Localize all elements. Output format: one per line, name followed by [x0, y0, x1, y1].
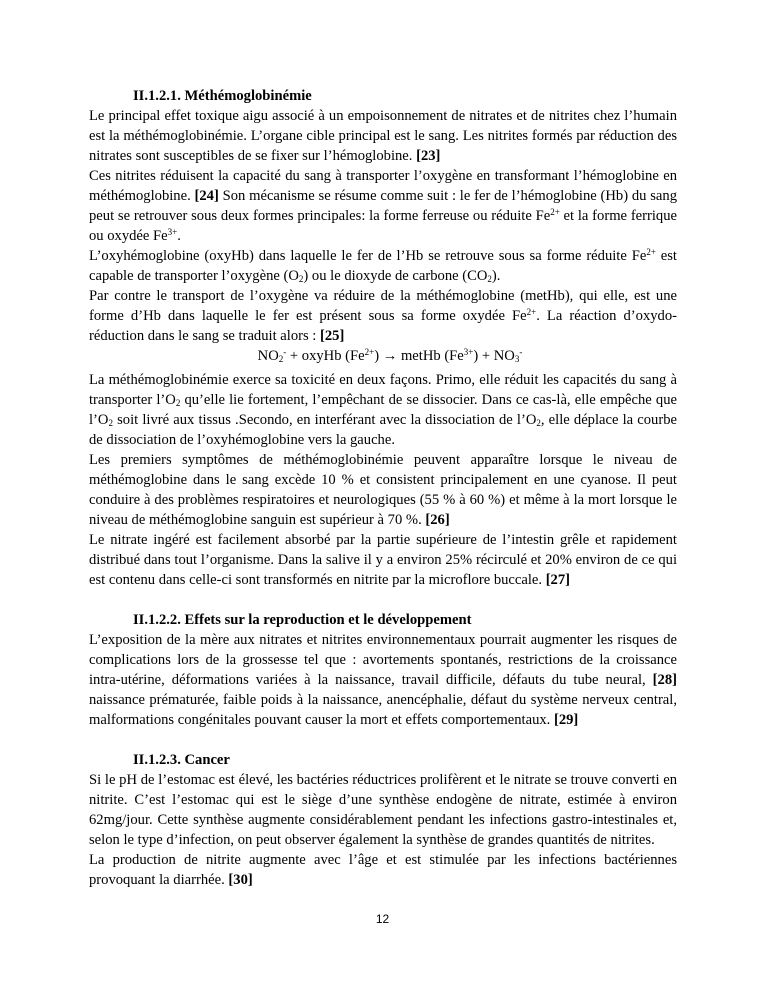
citation: [30]	[228, 872, 253, 888]
spacer	[89, 590, 677, 610]
paragraph: Les premiers symptômes de méthémoglobinémie peuvent apparaître lorsque le niveau de méthémoglobine dans le sang excède 10 % et consistent principalement en une cyanose. Il peut conduire à des problèmes respiratoires et neurologiques (55 % à 60 %) et même à la mort lorsque le niveau de méthémoglobine sanguin est supérieur à 70 %. [26]	[89, 452, 677, 528]
paragraph: La méthémoglobinémie exerce sa toxicité en deux façons. Primo, elle réduit les capacités du sang à transporter $l’O_2$ qu’elle lie fortement, l’empêchant de se dissocier. Dans ce cas-là, elle empêche que $l’O_2$ soit livré aux tissus .Secondo, en interférant avec la dissociation de $l’O_2$, elle déplace la courbe de dissociation de l’oxyhémoglobine vers la gauche.	[89, 372, 677, 448]
paragraph: L’exposition de la mère aux nitrates et nitrites environnementaux pourrait augmenter les risques de complications lors de la grossesse tel que : avortements spontanés, restrictions de la croissance intra-utérine, déformations variées à la naissance, travail difficile, défauts du tube neural, [28] naissance prématurée, faible poids à la naissance, anencéphalie, défaut du système nerveux central, malformations congénitales pouvant causer la mort et effets comportementaux. [29]	[89, 632, 677, 728]
paragraph: Si le pH de l’estomac est élevé, les bactéries réductrices prolifèrent et le nitrate se trouve converti en nitrite. C’est l’estomac qui est le siège d’une synthèse endogène de nitrate, estimée à environ 62mg/jour. Cette synthèse augmente considérablement pendant les infections gastro-intestinales et, selon le type d’infection, on peut observer également la synthèse de grandes quantités de nitrites.	[89, 772, 677, 848]
document-body	[89, 86, 677, 890]
paragraph: Ces nitrites réduisent la capacité du sang à transporter l’oxygène en transformant l’hémoglobine en méthémoglobine. [24] Son mécanisme se résume comme suit : le fer de l’hémoglobine (Hb) du sang peut se retrouver sous deux formes principales: la forme ferreuse ou réduite $Fe^{2+}$ et la forme ferrique ou oxydée $Fe^{3+}$.	[89, 168, 677, 244]
citation: [26]	[425, 512, 450, 528]
paragraph: L’oxyhémoglobine (oxyHb) dans laquelle le fer de l’Hb se retrouve sous sa forme réduite $Fe^{2+}$ est capable de transporter l’oxygène $(O_2)$ ou le dioxyde de carbone $(CO_2)$.	[89, 247, 677, 284]
chemical-equation: $NO_2^-$ + oxyHb $(Fe^{2+})$ → metHb $(Fe^{3+}) + NO_3^-$	[257, 347, 523, 364]
section-heading-methemoglobinemie: II.1.2.1. Méthémoglobinémie	[133, 88, 312, 104]
citation: [24]	[194, 188, 219, 204]
paragraph: Le principal effet toxique aigu associé à un empoisonnement de nitrates et de nitrites chez l’humain est la méthémoglobinémie. L’organe cible principal est le sang. Les nitrites formés par réduction des nitrates sont susceptibles de se fixer sur l’hémoglobine. [23]	[89, 108, 677, 164]
paragraph: La production de nitrite augmente avec l’âge et est stimulée par les infections bactériennes provoquant la diarrhée. [30]	[89, 852, 677, 888]
section-heading-cancer: II.1.2.3. Cancer	[133, 752, 230, 768]
section-heading-reproduction: II.1.2.2. Effets sur la reproduction et le développement	[133, 612, 472, 628]
citation: [28]	[652, 672, 677, 688]
page-number: 12	[375, 912, 390, 926]
paragraph: Le nitrate ingéré est facilement absorbé par la partie supérieure de l’intestin grêle et rapidement distribué dans tout l’organisme. Dans la salive il y a environ 25% récirculé et 20% environ de ce qui est contenu dans celle-ci sont transformés en nitrite par la microflore buccale. [27]	[89, 532, 677, 588]
citation: [25]	[320, 328, 345, 344]
paragraph: Par contre le transport de l’oxygène va réduire de la méthémoglobine (metHb), qui elle, est une forme d’Hb dans laquelle le fer est présent sous sa forme oxydée $Fe^{2+}$. La réaction d’oxydo-réduction dans le sang se traduit alors : [25]	[89, 288, 677, 344]
citation: [29]	[553, 712, 579, 728]
citation: [27]	[545, 572, 571, 588]
citation: [23]	[416, 148, 441, 164]
spacer	[89, 730, 677, 750]
